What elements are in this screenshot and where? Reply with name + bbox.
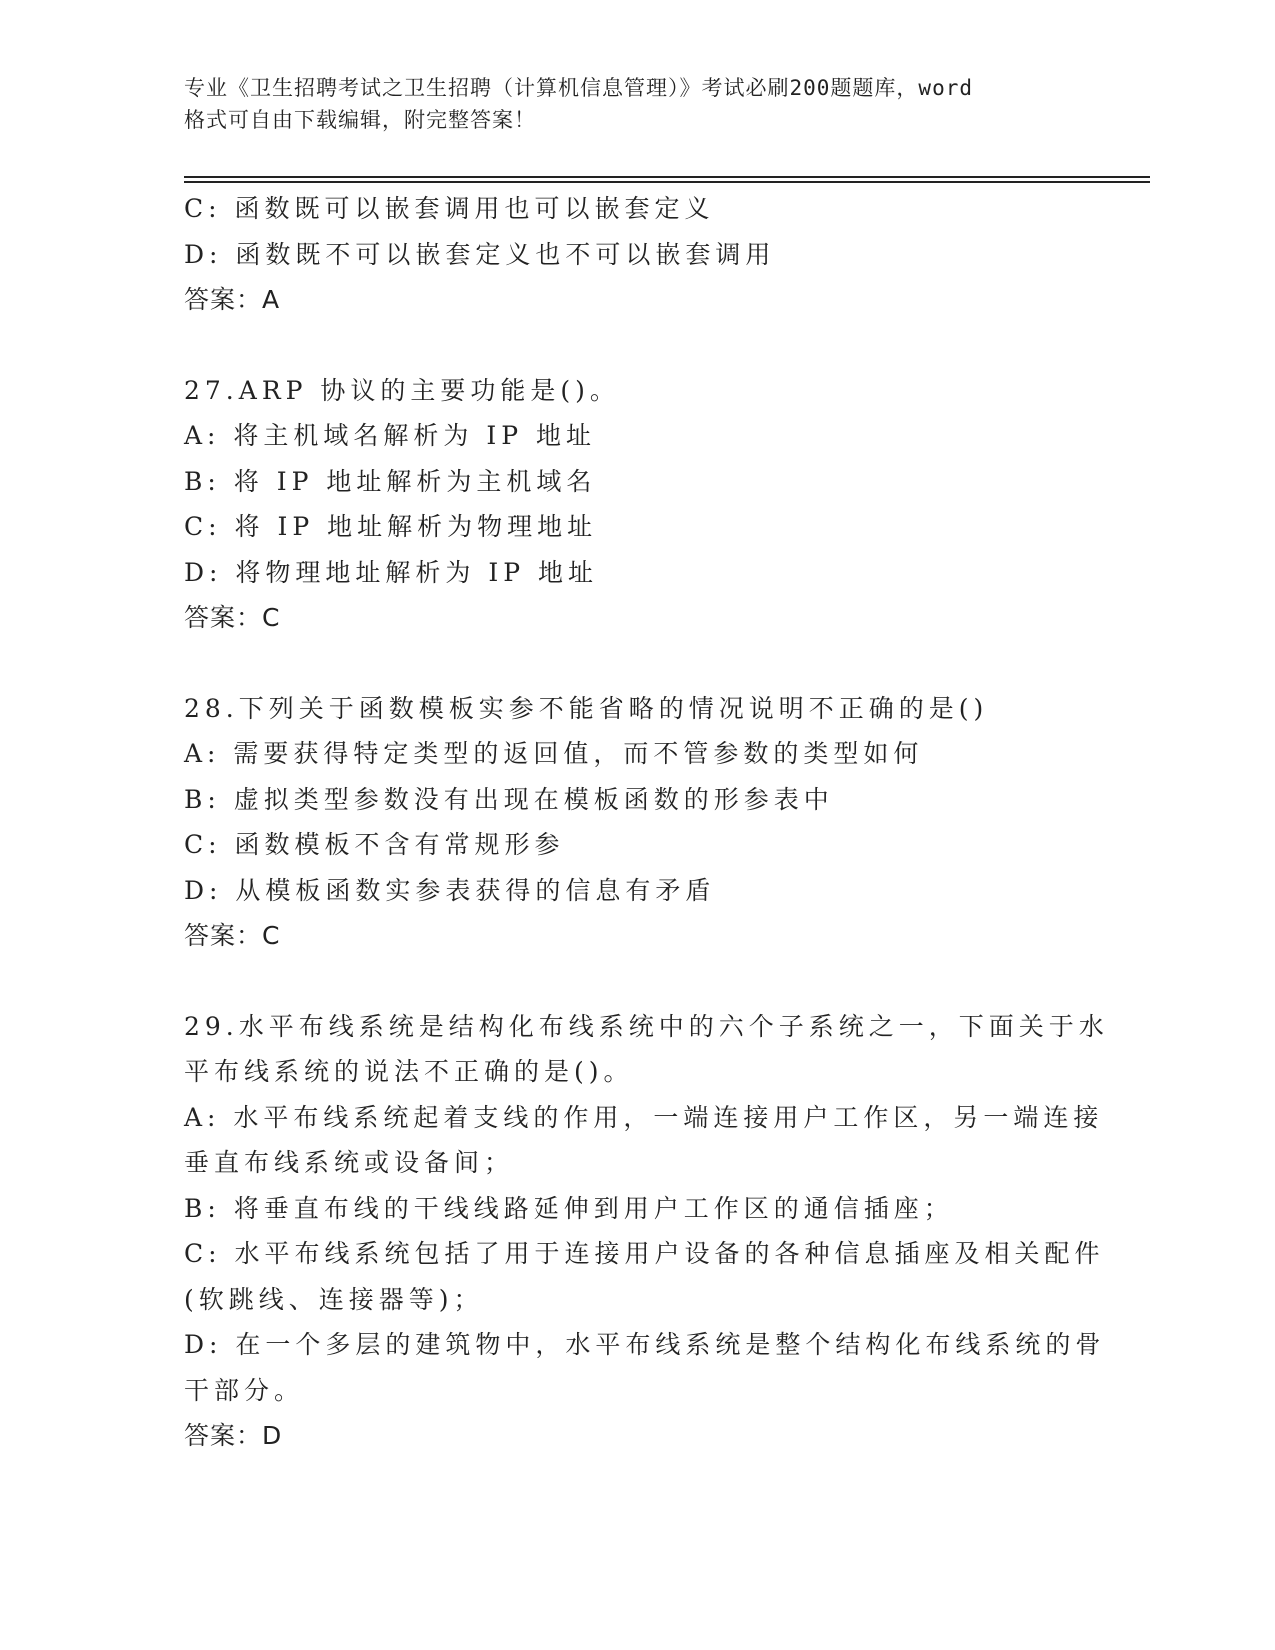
option-d: 干部分。 — [184, 1375, 305, 1405]
option-d: D: 函数既不可以嵌套定义也不可以嵌套调用 — [184, 239, 776, 269]
option-b: B: 将 IP 地址解析为主机域名 — [184, 466, 597, 496]
answer-label: 答案：D — [184, 1421, 283, 1450]
question-block-29 — [184, 1004, 1109, 1459]
answer-label: 答案：C — [184, 921, 281, 950]
document-header — [184, 72, 1084, 136]
divider-rule — [184, 181, 1150, 183]
option-a: 垂直布线系统或设备间； — [184, 1148, 515, 1177]
option-d: D: 从模板函数实参表获得的信息有矛盾 — [184, 875, 716, 905]
question-stem: 28.下列关于函数模板实参不能省略的情况说明不正确的是() — [184, 693, 989, 723]
option-b: B: 将垂直布线的干线线路延伸到用户工作区的通信插座； — [184, 1193, 954, 1223]
option-c: C: 水平布线系统包括了用于连接用户设备的各种信息插座及相关配件 — [184, 1239, 1105, 1268]
answer-label: 答案：C — [184, 603, 281, 632]
divider-rule — [184, 176, 1150, 178]
question-stem: 29.水平布线系统是结构化布线系统中的六个子系统之一，下面关于水 — [184, 1011, 1109, 1041]
option-c: C: 函数模板不含有常规形参 — [184, 830, 565, 859]
question-block-27 — [184, 368, 1084, 641]
question-stem: 平布线系统的说法不正确的是()。 — [184, 1057, 634, 1086]
option-d: D: 在一个多层的建筑物中，水平布线系统是整个结构化布线系统的骨 — [184, 1330, 1106, 1359]
question-list — [184, 186, 1109, 1459]
option-a: A: 需要获得特定类型的返回值，而不管参数的类型如何 — [184, 739, 924, 768]
option-b: B: 虚拟类型参数没有出现在模板函数的形参表中 — [184, 784, 834, 814]
option-a: A: 水平布线系统起着支线的作用，一端连接用户工作区，另一端连接 — [184, 1102, 1104, 1132]
header-line-2: 格式可自由下载编辑，附完整答案！ — [184, 108, 536, 132]
option-c: (软跳线、连接器等)； — [184, 1284, 484, 1314]
question-block-28 — [184, 686, 1084, 959]
answer-label: 答案：A — [184, 285, 281, 314]
option-c: C: 函数既可以嵌套调用也可以嵌套定义 — [184, 194, 715, 223]
header-line-1: 专业《卫生招聘考试之卫生招聘（计算机信息管理）》考试必刷200题题库，word — [184, 76, 973, 100]
option-d: D: 将物理地址解析为 IP 地址 — [184, 557, 599, 587]
question-block-prev — [184, 186, 1084, 323]
option-a: A: 将主机域名解析为 IP 地址 — [184, 421, 597, 450]
option-c: C: 将 IP 地址解析为物理地址 — [184, 512, 598, 541]
question-stem: 27.ARP 协议的主要功能是()。 — [184, 375, 620, 405]
